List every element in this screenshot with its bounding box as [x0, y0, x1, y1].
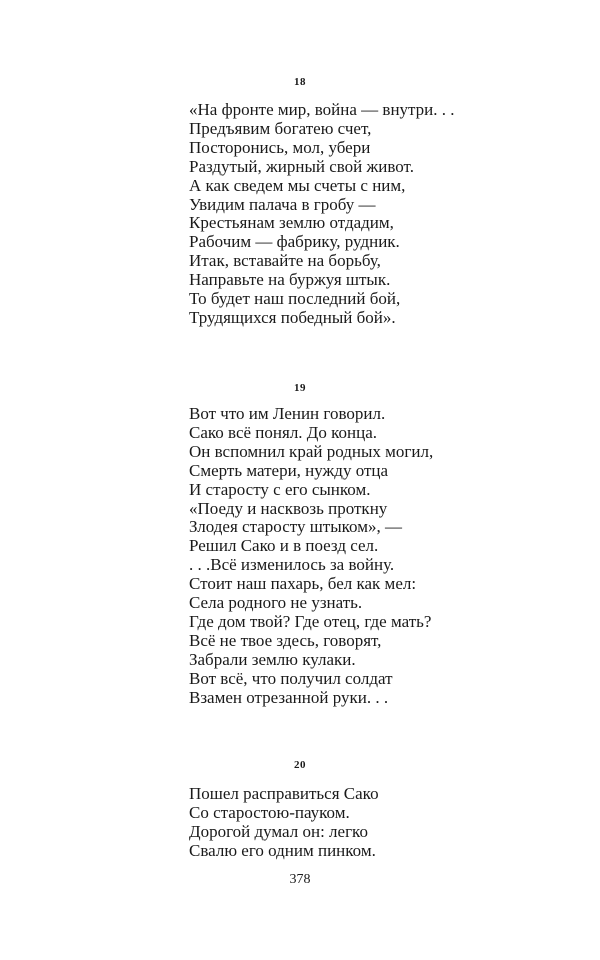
verse-line: Вот что им Ленин говорил. — [189, 404, 386, 423]
verse-line: Крестьянам землю отдадим, — [189, 213, 394, 233]
verse-line: Всё не твое здесь, говорят, — [189, 630, 382, 650]
verse-line: Увидим палача в гробу — — [189, 194, 376, 214]
stanza-18 — [189, 101, 455, 328]
page-number: 378 — [289, 872, 311, 887]
verse-line: А как сведем мы счеты с ним, — [189, 175, 406, 195]
verse-line: Пошел расправиться Сако — [189, 784, 379, 803]
verse-line: Трудящихся победный бой». — [189, 307, 396, 327]
verse-line: Свалю его одним пинком. — [189, 840, 376, 860]
stanza-number-19: 19 — [294, 382, 306, 394]
verse-line: Злодея старосту штыком», — — [189, 517, 402, 537]
verse-line: Взамен отрезанной руки. . . — [189, 687, 389, 707]
verse-line: Раздутый, жирный свой живот. — [189, 156, 414, 176]
verse-line: . . .Всё изменилось за войну. — [189, 555, 395, 575]
verse-line: Забрали землю кулаки. — [189, 649, 356, 669]
verse-line: Решил Сако и в поезд сел. — [189, 536, 379, 556]
verse-line: Он вспомнил край родных могил, — [189, 441, 434, 461]
verse-line: Сако всё понял. До конца. — [189, 422, 378, 442]
verse-line: Вот всё, что получил солдат — [189, 668, 393, 688]
stanza-number-20: 20 — [294, 759, 306, 771]
verse-line: Рабочим — фабрику, рудник. — [189, 232, 400, 252]
verse-line: Итак, вставайте на борьбу, — [189, 251, 381, 271]
verse-line: Дорогой думал он: легко — [189, 821, 368, 841]
verse-line: Посторонись, мол, убери — [189, 137, 371, 157]
verse-line: Села родного не узнать. — [189, 593, 363, 613]
verse-line: То будет наш последний бой, — [189, 289, 401, 309]
verse-line: Стоит наш пахарь, бел как мел: — [189, 574, 417, 594]
stanza-20 — [189, 785, 379, 861]
stanza-19 — [189, 405, 433, 708]
stanza-number-18: 18 — [294, 76, 306, 88]
verse-line: «На фронте мир, война — внутри. . . — [189, 100, 455, 119]
verse-line: «Поеду и насквозь проткну — [189, 498, 388, 518]
verse-line: Направьте на буржуя штык. — [189, 270, 391, 290]
verse-line: Со старостою-пауком. — [189, 802, 350, 822]
verse-line: И старосту с его сынком. — [189, 479, 371, 499]
verse-line: Предъявим богатею счет, — [189, 118, 372, 138]
verse-line: Где дом твой? Где отец, где мать? — [189, 611, 432, 631]
verse-line: Смерть матери, нужду отца — [189, 460, 389, 480]
